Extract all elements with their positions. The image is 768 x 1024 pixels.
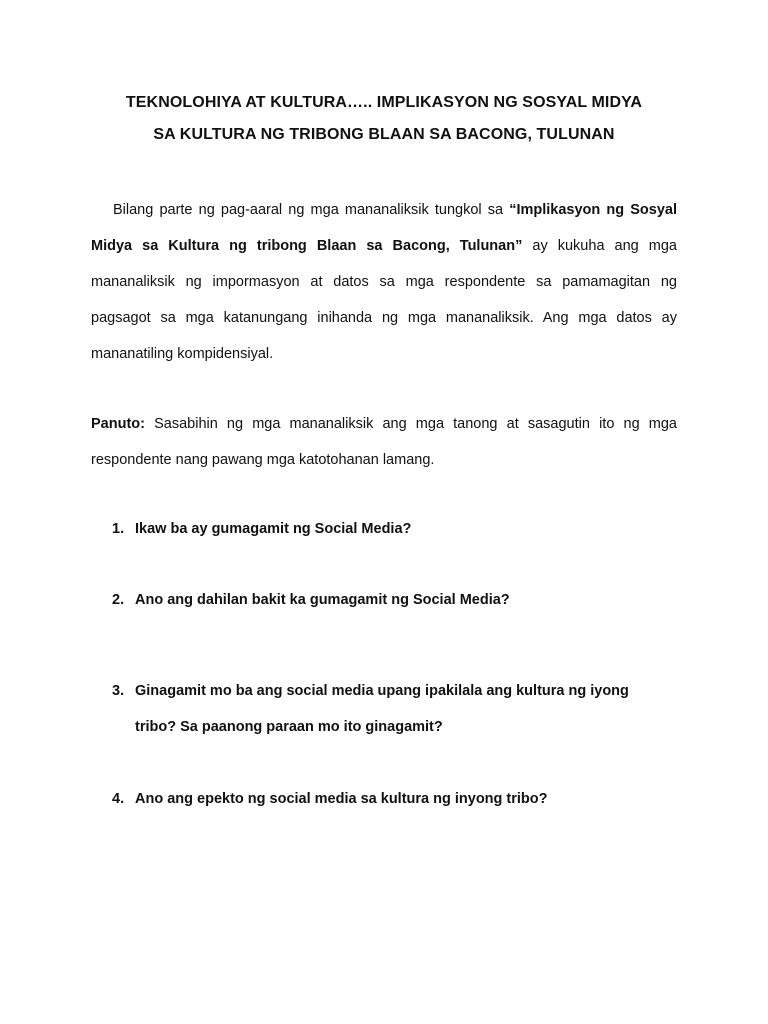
question-2: [112, 582, 510, 618]
intro-text: ay kukuha ang mga: [522, 238, 677, 254]
instructions-paragraph: [91, 406, 677, 478]
instructions-text: Sasabihin ng mga mananaliksik ang mga tanong at sasagutin ito ng mga: [144, 416, 677, 432]
intro-line-4: pagsagot sa mga katanungang inihanda ng mga mananaliksik. Ang mga datos ay: [91, 310, 677, 326]
instructions-line-2: respondente nang pawang mga katotohanan lamang.: [91, 452, 435, 468]
intro-line-1: [91, 192, 677, 228]
instructions-line-1: [91, 406, 677, 442]
study-title-bold: “Implikasyon ng Sosyal: [509, 202, 677, 218]
intro-paragraph: [91, 192, 677, 372]
question-text: Ano ang epekto ng social media sa kultura ng inyong tribo?: [135, 791, 548, 807]
question-number: 3.: [112, 683, 125, 699]
question-number: 4.: [112, 791, 125, 807]
question-4: [112, 781, 548, 817]
document-title-line-2: SA KULTURA NG TRIBONG BLAAN SA BACONG, TULUNAN: [153, 126, 615, 143]
intro-line-5: mananatiling kompidensiyal.: [91, 346, 274, 362]
question-3: [112, 673, 629, 745]
study-title-bold: Midya sa Kultura ng tribong Blaan sa Bacong, Tulunan”: [91, 238, 523, 254]
question-number: 2.: [112, 592, 125, 608]
question-1: [112, 511, 411, 547]
question-text-continuation: tribo? Sa paanong paraan mo ito ginagamit?: [135, 719, 443, 735]
intro-line-2: [91, 228, 677, 264]
intro-line-3: mananaliksik ng impormasyon at datos sa mga respondente sa pamamagitan ng: [91, 274, 677, 290]
instructions-label: Panuto:: [91, 416, 145, 432]
question-text: Ano ang dahilan bakit ka gumagamit ng Social Media?: [135, 592, 510, 608]
question-text: Ikaw ba ay gumagamit ng Social Media?: [135, 521, 412, 537]
intro-text: Bilang parte ng pag-aaral ng mga mananaliksik tungkol sa: [113, 202, 510, 218]
question-text: Ginagamit mo ba ang social media upang ipakilala ang kultura ng iyong: [135, 683, 629, 699]
document-title-line-1: TEKNOLOHIYA AT KULTURA….. IMPLIKASYON NG SOSYAL MIDYA: [125, 94, 643, 111]
question-number: 1.: [112, 521, 125, 537]
